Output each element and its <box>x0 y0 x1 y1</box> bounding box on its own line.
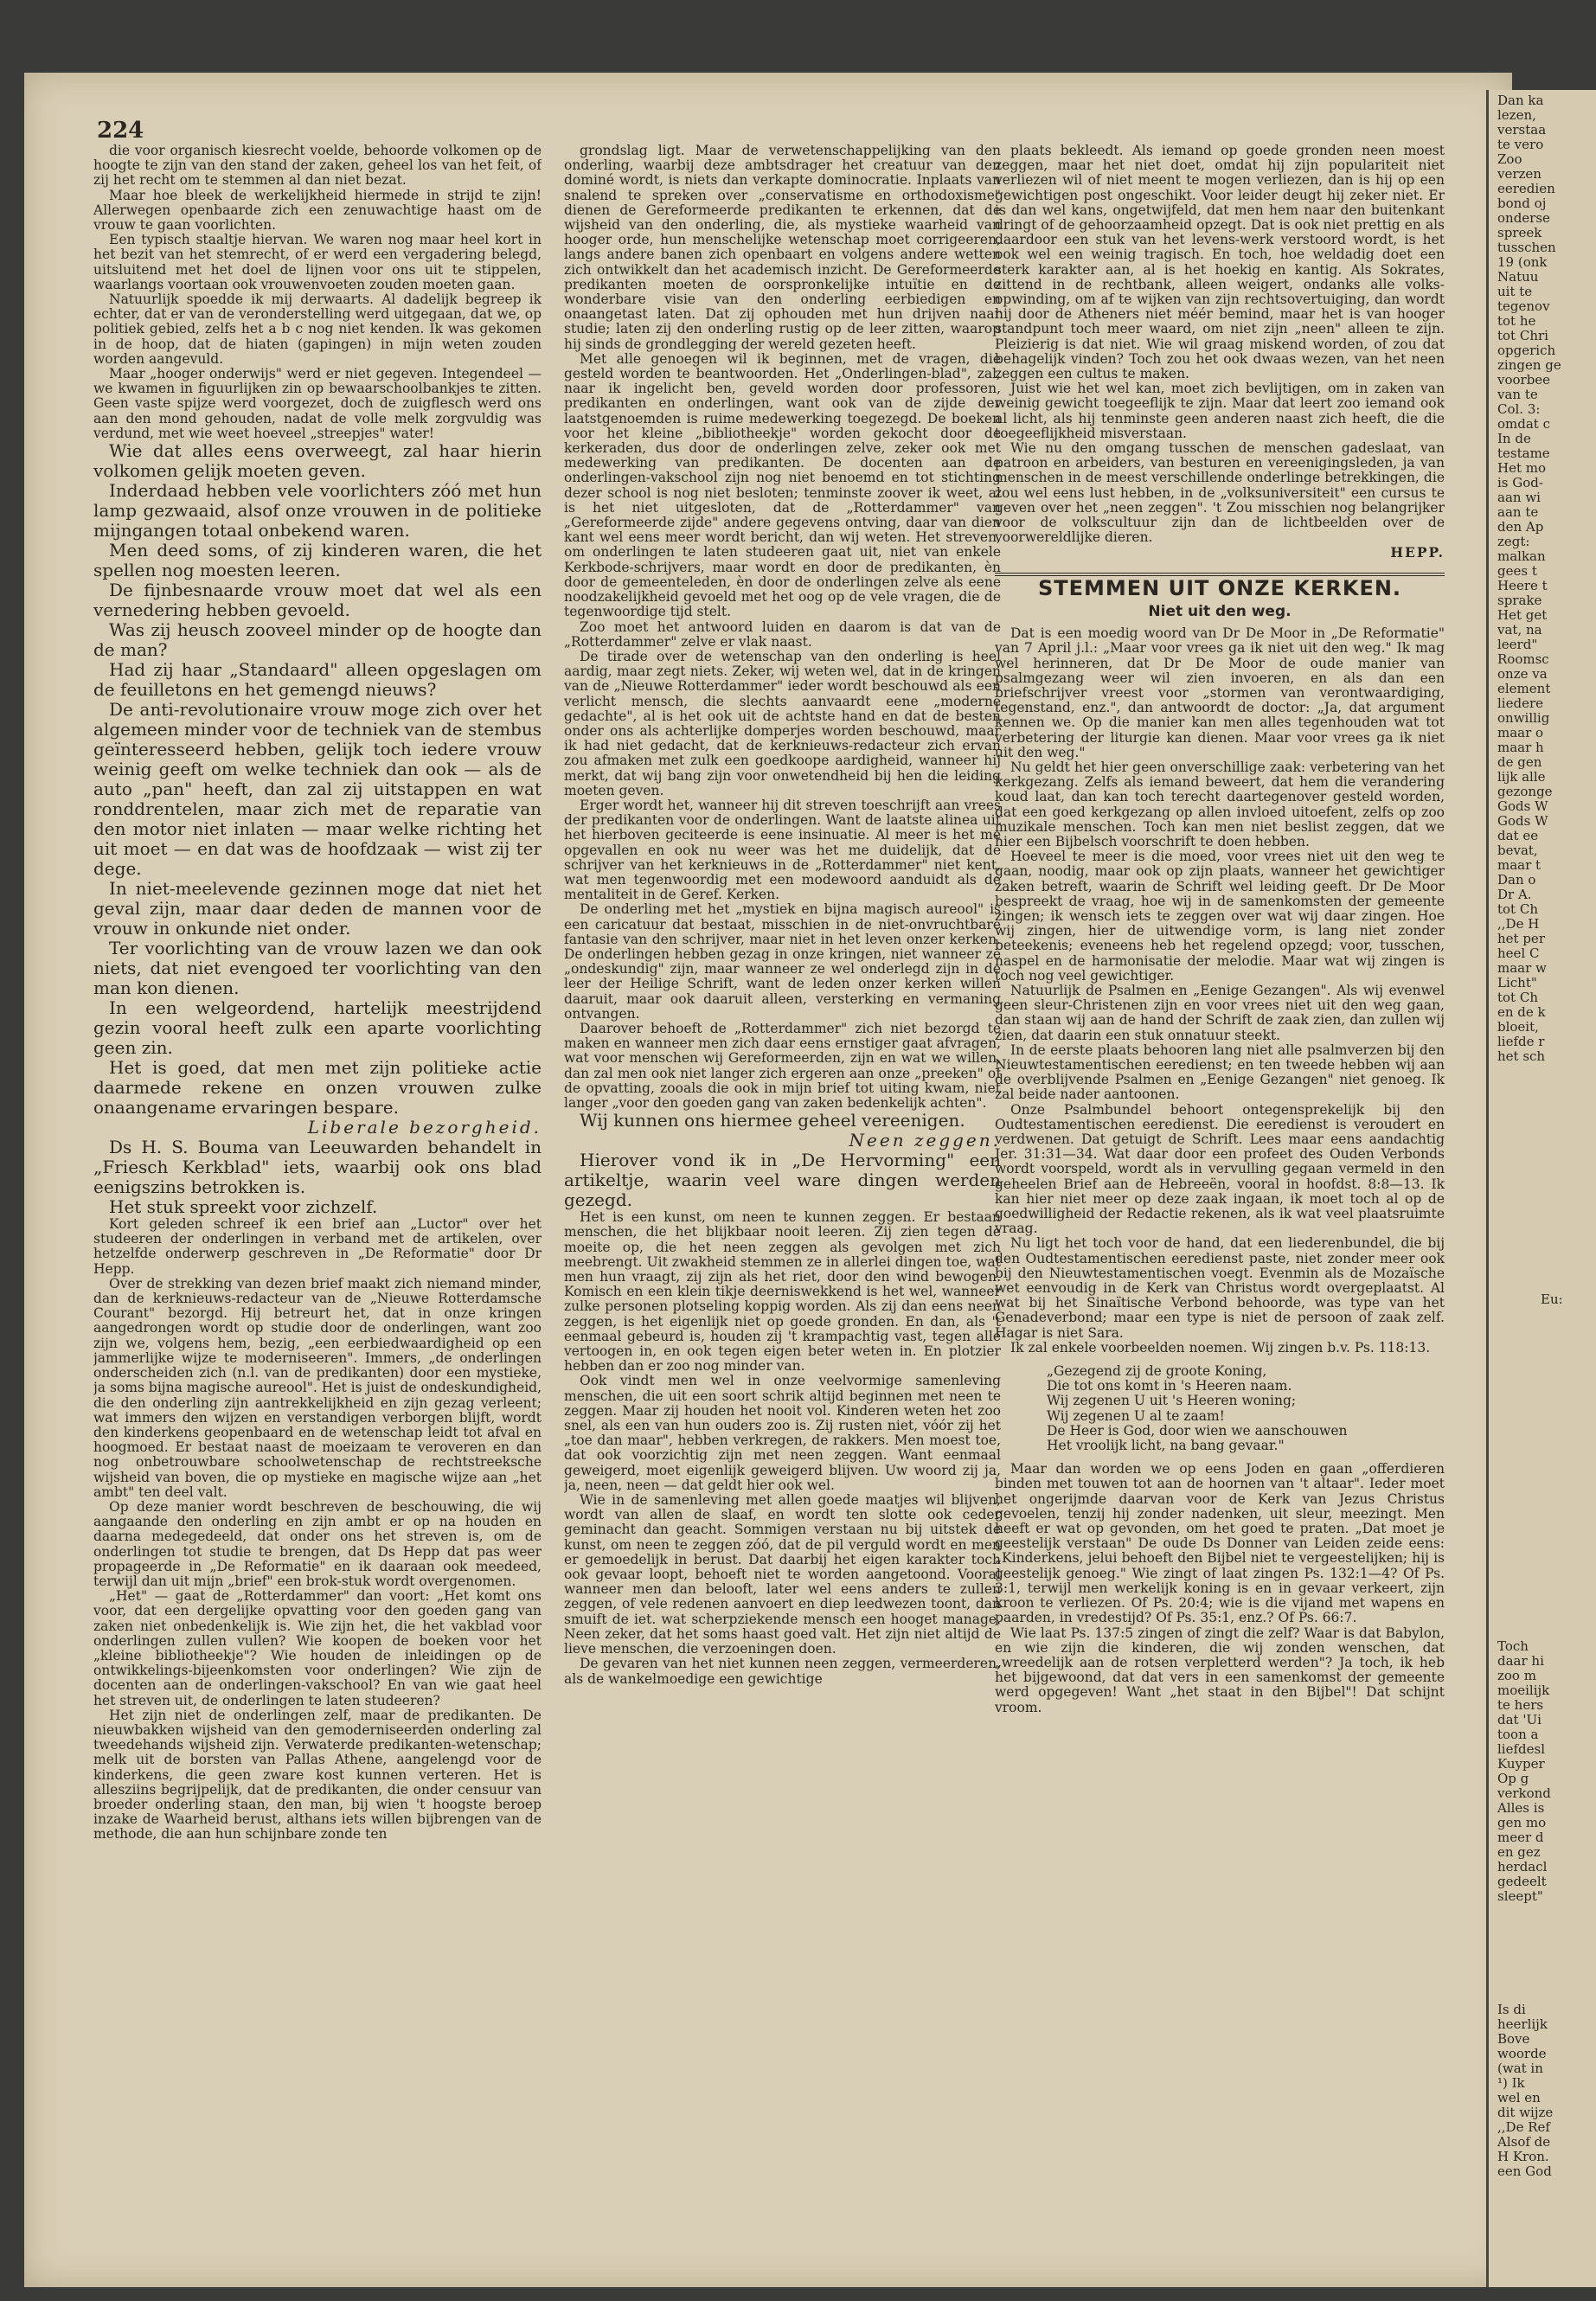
fragment-line: tusschen <box>1497 240 1556 255</box>
paragraph: Over de strekking van dezen brief maakt zich niemand minder, dan de kerknieuws-redacteur van de „Nieuwe Rotterdamsche Courant" bezorgd. Hij betreurt het, dat in onze kringen aangedrongen wordt op studie door de onderlingen, want zoo zijn we, volgens hem, bezig, „een eerbiedwaardigheid op een jammerlijke wijze te moderniseeren". Immers, „de onderlingen onderscheiden zich (n.l. van de predikanten) door een mystieke, ja soms bijna magische aureool". Het is juist de ondeskundigheid, die den onderling zijn aantrekkelijkheid en zijn gezag verleent; wat immers den wijzen en verstandigen verborgen blijft, wordt den kinderkens geopenbaard en de wetenschap leidt tot afval en hoogmoed. Er bestaat naast de moeizaam te veroveren en dan nog onbetrouwbare schoolwetenschap de rechtstreeksche wijsheid van boven, die op mystieke en magische wijze aan „het ambt" ten deel valt. <box>93 1275 542 1500</box>
paragraph: Daarover behoeft de „Rotterdammer" zich niet bezorgd te maken en wanneer men zich daar eens ernstiger gaat afvragen, wat voor menschen wij Gereformeerden, zijn en wat we willen, dan zal men ook niet langer zich ergeren aan onze „preeken" of de opvatting, zooals die ook in mijn brief tot uiting kwam, niet langer „voor den goeden gang van zaken bedenkelijk achten". <box>564 1020 1001 1111</box>
paragraph: Dat is een moedig woord van Dr De Moor in „De Reformatie" van 7 April j.l.: „Maar voor vrees ga ik niet uit den weg." Ik mag wel herinneren, dat Dr De Moor de oude manier van psalmgezang weer wil zien invoeren, en als dan een briefschrijver vreest voor „stormen van verontwaardiging, tegenstand, enz.", dan antwoordt de doctor: „Ja, dat argument kennen we. Op die manier kan men alles tegenhouden wat tot verbetering der liturgie kan dienen. Maar voor vrees ga ik niet uit den weg." <box>995 625 1445 760</box>
fragment-line: moeilijk <box>1497 1682 1550 1698</box>
fragment-line: aan wi <box>1497 490 1541 505</box>
fragment-line: is God- <box>1497 475 1543 490</box>
fragment-line: verstaa <box>1497 122 1547 138</box>
fragment-line: maar h <box>1497 740 1544 755</box>
fragment-line: zoo m <box>1497 1668 1536 1683</box>
fragment-line: Natuu <box>1497 269 1539 285</box>
fragment-line: liefdesl <box>1497 1741 1545 1757</box>
paragraph: Men deed soms, of zij kinderen waren, die het spellen nog moesten leeren. <box>93 540 542 581</box>
col2-paragraphs-2 <box>564 1210 1001 1687</box>
paragraph: „Het" — gaat de „Rotterdammer" dan voort: „Het komt ons voor, dat een dergelijke opvatting voor den goeden gang van zaken niet onbedenkelijk is. Wie zijn het, die het vakblad voor onderlingen zullen vullen? Wie koopen de boeken voor het „kleine bibliotheekje"? Wie houden de inleidingen op de ontwikkelings-bijeenkomsten voor onderlingen? Wie zijn de docenten aan de onderlingen-vakschool? En van wie gaat heel het streven uit, de onderlingen te laten studeeren? <box>93 1588 542 1708</box>
fragment-line: malkan <box>1497 548 1546 564</box>
poem-line: „Gezegend zij de groote Koning, <box>1047 1363 1267 1380</box>
fragment-line: te hers <box>1497 1697 1544 1713</box>
paragraph: Op deze manier wordt beschreven de beschouwing, die wij aangaande den onderling en zijn ambt er op na houden en daarna medegedeeld, dat onder ons het streven is, om de onderlingen tot studie te brengen, dat Ds Hepp dat pas weer propageerde in „De Reformatie" en ik daaraan ook meedeed, terwijl dan uit mijn „brief" een brok-stuk wordt overgenomen. <box>93 1498 542 1589</box>
paragraph: Wie laat Ps. 137:5 zingen of zingt die zelf? Waar is dat Babylon, en wie zijn die kinderen, die wij zonden wenschen, dat „wreedelijk aan de rotsen verpletterd werden"? Ja toch, ik heb het bijgewoond, dat dat vers in een samenkomst der gemeente werd opgegeven! Want „het staat in den Bijbel"! Dat schijnt vroom. <box>995 1625 1445 1715</box>
fragment-line: 19 (onk <box>1497 254 1548 270</box>
paragraph: Het is een kunst, om neen te kunnen zeggen. Er bestaan menschen, die het blijkbaar nooit leeren. Zij zien tegen de moeite op, die het neen zeggen als gevolgen met zich meebrengt. Uit zwakheid stemmen ze in allerlei dingen toe, wat men hun vraagt, zij zijn als het riet, door den wind bewogen. Komisch en een klein tikje deerniswekkend is het wel, wanneer zulke personen plotseling koppig worden. Als zij dan eens neen zeggen, is het eigenlijk niet op goede gronden. En dan, als 't eenmaal gebeurd is, houden zij 't krampachtig vast, tegen alle vertoogen in, en ook tegen eigen beter weten in. En plotzier hebben dan er zoo nog minder van. <box>564 1209 1001 1375</box>
fragment-line: zegt: <box>1497 534 1530 549</box>
paragraph: Natuurlijk spoedde ik mij derwaarts. Al dadelijk begreep ik echter, dat er van de veronderstelling werd uitgegaan, dat we, op politiek gebied, zelfs het a b c nog niet kenden. Ik was gekomen in de hoop, dat de hiaten (gapingen) in mijn weten zouden worden aangevuld. <box>93 292 542 367</box>
fragment-line: (wat in <box>1497 2061 1543 2076</box>
paragraph: Nu geldt het hier geen onverschillige zaak: verbetering van het kerkgezang. Zelfs als iemand beweert, dat hem die verandering koud laat, dan kan toch terecht daartegenover gesteld worden, dat een goed kerkgezang op allen invloed uitoefent, zelfs op zoo muzikale menschen. Toch kan men niet beslist zeggen, dat we hier een Bijbelsch voorschrift te doen hebben. <box>995 759 1445 849</box>
fragment-line: dat 'Ui <box>1497 1712 1542 1727</box>
poem-line: Wij zegenen U uit 's Heeren woning; <box>1047 1393 1297 1409</box>
fragment-line: lezen, <box>1497 107 1536 123</box>
fragment-line: dit wijze <box>1497 2105 1554 2120</box>
paragraph: die voor organisch kiesrecht voelde, behoorde volkomen op de hoogte te zijn van den stand der zaken, geheel los van het feit, of zij het recht om te stemmen al dan niet bezat. <box>93 144 542 189</box>
col1-quote <box>93 1217 542 1843</box>
paragraph: plaats bekleedt. Als iemand op goede gronden neen moest zeggen, maar het niet doet, omdat hij zijn populariteit niet verliezen wil of niet meent te mogen verliezen, dan is hij op een gewichtigen post ongeschikt. Voor leider deugt hij zeker niet. Er is dan wel kans, ongetwijfeld, dat men hem naar den buitenkant dringt of de gehoorzaamheid opzegt. Dat is ook niet prettig en als daardoor een stuk van het levens-werk verstoord wordt, is het ook wel een weinig tragisch. En toch, hoe weldadig doet een sterk karakter aan, al is het hoekig en kantig. Als Sokrates, zittend in de rechtbank, alleen weigert, ondanks alle volks-opwinding, om af te wijken van zijn rechtsovertuiging, dan wordt hij door de Atheners niet méér bemind, maar het is van hooger standpunt toch meer waard, om niet zijn „neen" alleen te zijn. Pleizierig is dat niet. Wie wil graag miskend worden, of zou dat behagelijk vinden? Toch zou het ook dwaas wezen, van het neen zeggen een cultus te maken. <box>995 144 1445 382</box>
fragment-line: element <box>1497 681 1551 696</box>
fragment-line: herdacl <box>1497 1859 1548 1875</box>
paragraph: Had zij haar „Standaard" alleen opgeslagen om de feuilletons en het gemengd nieuws? <box>93 659 542 701</box>
fragment-line: Col. 3: <box>1497 401 1541 417</box>
page-number: 224 <box>97 118 144 144</box>
paragraph: Het stuk spreekt voor zichzelf. <box>109 1196 378 1218</box>
paragraph: Ik zal enkele voorbeelden noemen. Wij zingen b.v. Ps. 118:13. <box>1010 1339 1431 1356</box>
fragment-line: uit te <box>1497 284 1533 299</box>
poem-line: De Heer is God, door wien we aanschouwen <box>1047 1422 1348 1439</box>
fragment-line: onze va <box>1497 666 1548 682</box>
poem-line: Het vroolijk licht, na bang gevaar." <box>1047 1438 1285 1454</box>
fragment-line: onderse <box>1497 210 1550 226</box>
fragment-line: Roomsc <box>1497 651 1549 667</box>
paragraph: Erger wordt het, wanneer hij dit streven toeschrijft aan vrees der predikanten voor de onderlingen. Want de laatste alinea uit het hierboven geciteerde is eene insinuatie. Al meer is het me opgevallen en ook nu weer was het me duidelijk, dat de schrijver van het kerknieuws in de „Rotterdammer" niet kent, wat men tegenwoordig met een modewoord aanduidt als de mentaliteit in de Geref. Kerken. <box>564 797 1001 903</box>
fragment-line: Licht" <box>1497 975 1537 990</box>
fragment-lines-3 <box>1489 1999 1596 2179</box>
fragment-line: bloeit, <box>1497 1019 1539 1035</box>
fragment-line: gees t <box>1497 563 1537 579</box>
paragraph: Zoo moet het antwoord luiden en daarom is dat van de „Rotterdammer" zelve er vlak naast. <box>564 619 1001 650</box>
fragment-line: heel C <box>1497 945 1540 961</box>
fragment-line: zingen ge <box>1497 357 1561 373</box>
fragment-line: meer d <box>1497 1830 1544 1845</box>
col1-section-signature: Liberale bezorgheid. <box>307 1117 542 1138</box>
fragment-line: woorde <box>1497 2046 1547 2061</box>
fragment-line: maar w <box>1497 960 1547 976</box>
fragment-line: toon a <box>1497 1727 1539 1742</box>
fragment-line: gezonge <box>1497 784 1553 799</box>
fragment-line: lijk alle <box>1497 769 1546 785</box>
paragraph: Het zijn niet de onderlingen zelf, maar de predikanten. De nieuwbakken wijsheid van den gemoderniseerden onderling zal tweedehands wijsheid zijn. Verwaterde predikanten-wetenschap; melk uit de borsten van Pallas Athene, aangelengd voor de kinderkens, die geen zware kost kunnen verteren. Het is allesziins begrijpelijk, dat de predikanten, die onder censuur van broeder onderling staan, den man, bij wien 't hoogste beroep inzake de Waarheid berust, althans iets willen bijbrengen van de methode, die aan hun schijnbare zonde ten <box>93 1707 542 1843</box>
paragraph: Wie nu den omgang tusschen de menschen gadeslaat, van patroon en arbeiders, van besturen en vereenigingsleden, ja van menschen in de meest verschillende onderlinge betrekkingen, die zou wel eens lust hebben, in de „volksuniversiteit" een cursus te geven over het „neen zeggen". 't Zou misschien nog belangrijker voor de volkscultuur zijn dan de lichtbeelden over de voorwereldlijke dieren. <box>995 440 1445 546</box>
fragment-line: Alles is <box>1497 1800 1545 1816</box>
paragraph: De tirade over de wetenschap van den onderling is heel aardig, maar zegt niets. Zeker, wij weten wel, dat in de kringen van de „Nieuwe Rotterdammer" ieder wordt beschouwd als een verlicht mensch, die slechts aanvaardt eene „moderne gedachte", al is het ook uit de achtste hand en dat de besten onder ons als achterlijke domperjes worden beschouwd, maar ik had niet gedacht, dat de kerknieuws-redacteur zich ervan zou afmaken met zulk een goedkoope aardigheid, wanneer hij merkt, dat wij bang zijn voor onwetendheid bij hen die leiding moeten geven. <box>564 648 1001 798</box>
paragraph: In niet-meelevende gezinnen moge dat niet het geval zijn, maar daar deden de mannen voor de vrouw in onkunde niet onder. <box>93 878 542 939</box>
paragraph: Met alle genoegen wil ik beginnen, met de vragen, die gesteld worden te beantwoorden. Het „Onderlingen-blad", zal, naar ik ingelicht ben, geveld worden door professoren, predikanten en onderlingen, want ook van de zijde der laatstgenoemden is ruime medewerking toegezegd. De boeken voor het kleine „bibliotheekje" worden gekocht door de kerkeraden, dus door de onderlingen zelve, zeker ook met medewerking van predikanten. De docenten aan de onderlingen-vakschool zijn nog niet benoemd en tot stichting dezer school is nog niet besloten; tenminste zoover ik weet, al is het niet uitgesloten, dat de „Rotterdammer" van „Gereformeerde zijde" andere gegevens ontving, daar van dien kant wel eens meer wordt bericht, dan wij weten. Het streven, om onderlingen te laten studeeren gaat uit, niet van enkele Kerkbode-schrijvers, maar wordt en door de predikanten, èn door de gemeenteleden, èn door de onderlingen zelve als eene noodzakelijkheid gevoeld met het oog op de vele vragen, die de tegenwoordige tijd stelt. <box>564 350 1001 620</box>
fragment-line: vat, na <box>1497 622 1542 638</box>
paragraph: In de eerste plaats behooren lang niet alle psalmverzen bij den Nieuwtestamentischen eeredienst; en ten tweede hebben wij aan de overblijvende Psalmen en „Eenige Gezangen" niet genoeg. Ik zal beide nader aantoonen. <box>995 1042 1445 1103</box>
fragment-line: verkond <box>1497 1785 1551 1801</box>
fragment-line: sleept" <box>1497 1888 1543 1904</box>
fragment-line: eeredien <box>1497 181 1555 196</box>
fragment-line: en gez <box>1497 1844 1541 1860</box>
col2-closing-line: Wij kunnen ons hiermee geheel vereenigen. <box>580 1110 965 1131</box>
fragment-line: testame <box>1497 445 1550 461</box>
fragment-line: heerlijk <box>1497 2016 1548 2032</box>
fragment-line: bond oj <box>1497 195 1547 211</box>
fragment-line: spreek <box>1497 225 1542 240</box>
fragment-line: wel en <box>1497 2090 1541 2106</box>
fragment-line: ,,De H <box>1497 916 1540 932</box>
fragment-line: dat ee <box>1497 828 1539 843</box>
fragment-line: een God <box>1497 2163 1552 2179</box>
paragraph: Nu ligt het toch voor de hand, dat een liederenbundel, die bij den Oudtestamentischen eeredienst paste, niet zonder meer ook bij den Nieuwtestamentischen voegt. Evenmin als de Mozaïsche wet eenvoudig in de Kerk van Christus wordt overgeplaatst. Al wat bij het Sinaïtische Verbond behoorde, was type van het Genadeverbond; maar een type is niet de persoon of zaak zelf. Hagar is niet Sara. <box>995 1235 1445 1341</box>
fragment-line: tegenov <box>1497 298 1550 314</box>
fragment-line: van te <box>1497 387 1538 402</box>
fragment-line: onwillig <box>1497 710 1550 726</box>
fragment-line: bevat, <box>1497 843 1538 858</box>
col3-paragraphs-2 <box>995 626 1445 1356</box>
fragment-line: H Kron. <box>1497 2149 1549 2164</box>
fragment-line: Zoo <box>1497 151 1522 167</box>
fragment-line: tot Ch <box>1497 901 1538 917</box>
paragraph: Een typisch staaltje hiervan. We waren nog maar heel kort in het bezit van het stemrecht, of er werd een vergadering belegd, uitsluitend met het doel de lijnen voor ons uit te stippelen, waarlangs voortaan ook vrouwenvoeten zouden moeten gaan. <box>93 232 542 292</box>
fragment-line: tot Ch <box>1497 990 1538 1005</box>
paragraph: Inderdaad hebben vele voorlichters zóó met hun lamp gezwaaid, alsof onze vrouwen in de politieke mijngangen totaal onbekend waren. <box>93 480 542 542</box>
paragraph: Juist wie het wel kan, moet zich bevlijtigen, om in zaken van weinig gewicht toegeeflijk te zijn. Maar dat leert zoo iemand ook al licht, als hij tenminste geen anderen naast zich heeft, die die toegeeflijkheid misverstaan. <box>995 381 1445 441</box>
paragraph: Was zij heusch zooveel minder op de hoogte dan de man? <box>93 619 542 661</box>
fragment-line: Alsof de <box>1497 2134 1551 2150</box>
paragraph: Hoeveel te meer is die moed, voor vrees niet uit den weg te gaan, noodig, maar ook op zijn plaats, wanneer het gewichtiger zaken betreft, waarin de Schrift wel leiding geeft. Dr De Moor bespreekt de vraag, hoe wij in de samenkomsten der gemeente zingen; ik wensch iets te zeggen over wat wij daar zingen. Hoe wij zingen, hier de uitwendige vorm, is lang niet zonder beteekenis; eveneens heb het regelend opzegd; voor, tusschen, naspel en de harmonisatie der melodie. Maar wat wij zingen is toch nog veel gewichtiger. <box>995 849 1445 984</box>
fragment-line: Gods W <box>1497 813 1548 829</box>
fragment-line: ,,De Ref <box>1497 2119 1550 2135</box>
fragment-line: gen mo <box>1497 1815 1547 1830</box>
col1-paragraphs <box>93 144 542 441</box>
paragraph: Onze Psalmbundel behoort ontegensprekelijk bij den Oudtestamentischen eeredienst. Die eeredienst is veroudert en verdwenen. Dat getuigt de Schrift. Lees maar eens aandachtig Jer. 31:31—34. Wat daar door een profeet des Ouden Verbonds wordt voorspeld, wordt als in vervulling gegaan vermeld in den geheelen Brief aan de Hebreeën, vooral in hoofdst. 8:8—13. Ik kan hier niet meer op deze zaak ingaan, ik moet toch al op de goedwilligheid der Redactie rekenen, als ik wat veel plaatsruimte vraag. <box>995 1101 1445 1237</box>
fragment-line: Is di <box>1497 2002 1526 2017</box>
column-2 <box>564 144 1001 2267</box>
fragment-line: gedeelt <box>1497 1874 1547 1889</box>
fragment-line: opgerich <box>1497 343 1556 358</box>
article-title: Niet uit den weg. <box>1148 602 1292 620</box>
col3-paragraphs-3 <box>995 1462 1445 1715</box>
fragment-line: aan te <box>1497 504 1539 520</box>
fragment-line: Kuyper <box>1497 1756 1545 1772</box>
fragment-line: liedere <box>1497 695 1543 711</box>
fragment-lines-1 <box>1489 90 1596 1064</box>
paragraph: Ds H. S. Bouma van Leeuwarden behandelt in „Friesch Kerkblad" iets, waarbij ook ons blad eenigszins betrokken is. <box>93 1137 542 1198</box>
paragraph: De fijnbesnaarde vrouw moet dat wel als een vernedering hebben gevoeld. <box>93 580 542 621</box>
fragment-line: te vero <box>1497 137 1544 152</box>
paragraph: Ook vindt men wel in onze veelvormige samenleving menschen, die uit een soort schrik altijd beginnen met neen te zeggen. Maar zij houden het nooit vol. Kinderen weten het zoo snel, als een van hun ouders zoo is. Zij rusten niet, vóór zij het „toe dan maar", hebben verkregen, de rakkers. Men moest toe, dat ook voorzichtig zijn met neen zeggen. Want eenmaal geweigerd, moet eigenlijk geweigerd blijven. Uw woord zij ja, ja, neen, neen — dat geldt hier ook wel. <box>564 1373 1001 1493</box>
fragment-line: den Ap <box>1497 519 1544 535</box>
paragraph: Maar hoe bleek de werkelijkheid hiermede in strijd te zijn! Allerwegen openbaarde zich een zenuwachtige haast om de vrouw te gaan voorlichten. <box>93 187 542 234</box>
section-title: STEMMEN UIT ONZE KERKEN. <box>1037 575 1402 600</box>
fragment-line: omdat c <box>1497 416 1550 432</box>
fragment-label: Eu: <box>1541 1292 1563 1307</box>
poem-line: Die tot ons komt in 's Heeren naam. <box>1047 1378 1292 1394</box>
col2-section-signature: Neen zeggen. <box>849 1130 1001 1151</box>
fragment-line: Gods W <box>1497 798 1548 814</box>
paragraph: De gevaren van het niet kunnen neen zeggen, vermeerderen, als de wankelmoedige een gewichtige <box>564 1656 1001 1687</box>
psalm-quote <box>1047 1364 1445 1453</box>
paragraph: De onderling met het „mystiek en bijna magisch aureool" is een caricatuur dat bestaat, misschien in de niet-onvruchtbare fantasie van den schrijver, maar niet in het leven onzer kerken. De onderlingen hebben gezag in onze kringen, niet wanneer ze „ondeskundig" zijn, maar wanneer ze wel onderlegd zijn in de leer der Heilige Schrift, want de leden onzer kerken willen daaruit, maar ook daaruit alleen, versterking en vermaning ontvangen. <box>564 901 1001 1022</box>
fragment-line: liefde r <box>1497 1034 1545 1049</box>
col3-paragraphs <box>995 144 1445 545</box>
paragraph: Het is goed, dat men met zijn politieke actie daarmede rekene en onzen vrouwen zulke onaangename ervaringen bespare. <box>93 1057 542 1118</box>
fragment-line: Dan ka <box>1497 93 1544 108</box>
col2-intro: Hierover vond ik in „De Hervorming" een artikeltje, waarin veel ware dingen werden gezegd. <box>564 1150 1001 1211</box>
paragraph: grondslag ligt. Maar de verwetenschappelijking van den onderling, waarbij deze ambtsdrager het creatuur van den dominé wordt, is niets dan verkapte dominocratie. Inplaats van snalend te spreken over „conservatisme en orthodoxisme" dienen de Gereformeerde predikanten te erkennen, dat de wijsheid van den onderling, die, als mystieke waarheid van hooger orde, hun menschelijke wetenschap moet corrigeeren, langs andere banen zich openbaart en volgens andere wetten zich ontwikkelt dan het academisch inzicht. De Gereformeerde predikanten moeten de oorspronkelijke intuïtie en de wonderbare visie van den onderling eerbiedigen en onaangetast laten. Dat zij ophouden met hun drijven naar studie; laten zij den onderling rustig op de leer zitten, waarop hij sinds de grondlegging der wereld gezeten heeft. <box>564 144 1001 352</box>
author-signature: HEPP. <box>1390 544 1445 561</box>
paragraph: Maar „hooger onderwijs" werd er niet gegeven. Integendeel — we kwamen in figuurlijken zin op bewaarschoolbankjes te zitten. Geen vaste spijze werd voorgezet, doch de zuigflesch werd ons aan den mond gehouden, nadat de volle melk zorgvuldig was verdund, met wie weet hoeveel „streepjes" water! <box>93 366 542 441</box>
paragraph: Ter voorlichting van de vrouw lazen we dan ook niets, dat niet evengoed ter voorlichting van den man kon dienen. <box>93 938 542 999</box>
fragment-line: en de k <box>1497 1004 1546 1020</box>
fragment-line: het sch <box>1497 1048 1546 1064</box>
col1-intro <box>93 1138 542 1217</box>
fragment-line: Heere t <box>1497 578 1548 593</box>
paragraph: Kort geleden schreef ik een brief aan „Luctor" over het studeeren der onderlingen in verband met de artikelen, over hetzelfde onderwerp geschreven in „De Reformatie" door Dr Hepp. <box>93 1216 542 1277</box>
fragment-line: Het mo <box>1497 460 1547 476</box>
column-3 <box>995 144 1445 2267</box>
fragment-line: verzen <box>1497 166 1542 182</box>
fragment-line: Dr A. <box>1497 887 1532 902</box>
col2-paragraphs <box>564 144 1001 1111</box>
fragment-line: Dan o <box>1497 872 1536 888</box>
paragraph: Wie in de samenleving met allen goede maatjes wil blijven, wordt van allen de slaaf, en wordt ten slotte ook ceder geminacht dan geacht. Sommigen verstaan nu bij uitstek de kunst, om neen te zeggen zóó, dat de pil verguld wordt en men er gemoedelijk in berust. Dat daarbij het eigen karakter toch ook gevaar loopt, behoeft niet te worden aangetoond. Vooral wanneer men dan belooft, later wel eens anders te zullen zeggen, of vele redenen aanvoert en diep leedwezen toont, dan smuift de iet. wat scherpziekende mensch een hooget manage. Neen zeker, dat het soms haast goed valt. Het zijn niet altijd de lieve menschen, die verzoeningen doen. <box>564 1492 1001 1657</box>
fragment-line: voorbee <box>1497 372 1551 388</box>
fragment-line: sprake <box>1497 593 1542 608</box>
fragment-line: leerd" <box>1497 637 1538 652</box>
fragment-line: Bove <box>1497 2031 1530 2047</box>
right-page-fragment <box>1486 90 1596 2287</box>
paragraph: Natuurlijk de Psalmen en „Eenige Gezangen". Als wij evenwel geen sleur-Christenen zijn en voor vrees niet uit den weg gaan, dan staan wij aan de hand der Schrift de zaak zien, dan zullen wij zien, dat daarin een stuk onnatuur steekt. <box>995 982 1445 1043</box>
col1-large-paragraphs <box>93 441 542 1118</box>
fragment-line: de gen <box>1497 754 1542 770</box>
column-1 <box>93 144 542 2267</box>
fragment-line: het per <box>1497 931 1545 946</box>
fragment-line: maar o <box>1497 725 1544 740</box>
paragraph: De anti-revolutionaire vrouw moge zich over het algemeen minder voor de techniek van de stembus geïnteresseerd hebben, gelijk toch iedere vrouw weinig geeft om welke techniek dan ook — als de auto „pan" heeft, dan zal zij uitstappen en wat ronddrentelen, maar zich met de reparatie van den motor niet inlaten — maar welke richting het uit moet — en dat was de hoofdzaak — wist zij ter dege. <box>93 699 542 880</box>
paragraph: Wie dat alles eens overweegt, zal haar hierin volkomen gelijk moeten geven. <box>93 440 542 482</box>
fragment-line: Toch <box>1497 1638 1529 1654</box>
fragment-line: In de <box>1497 431 1531 446</box>
fragment-line: Het get <box>1497 607 1548 623</box>
fragment-line: daar hi <box>1497 1653 1544 1669</box>
poem-line: Wij zegenen U al te zaam! <box>1047 1407 1225 1424</box>
paragraph: Maar dan worden we op eens Joden en gaan „offerdieren binden met touwen tot aan de hoornen van 't altaar". Ieder moet het ongerijmde daarvan voor de Kerk van Jezus Christus gevoelen, tenzij hij zonder nadenken, uit sleur, meezingt. Men heeft er wat op gevonden, om het goed te praten. „Dat moet je geestelijk verstaan" De oude Ds Donner van Leiden zeide eens: „Kinderkens, jelui behoeft den Bijbel niet te vergeestelijken; hij is geestelijk genoeg." Wie zingt of laat zingen Ps. 132:1—4? Of Ps. 3:1, terwijl men werkelijk koning is en in gevaar verkeert, zijn kroon te verliezen. Of Ps. 20:4; wie is die vijand met wapens en paarden, in vredestijd? Of Ps. 35:1, enz.? Of Ps. 66:7. <box>995 1461 1445 1626</box>
fragment-line: tot Chri <box>1497 328 1548 343</box>
paragraph: In een welgeordend, hartelijk meestrijdend gezin vooral heeft zulk een aparte voorlichting geen zin. <box>93 997 542 1059</box>
fragment-line: maar t <box>1497 857 1542 873</box>
fragment-line: ¹) Ik <box>1497 2075 1525 2091</box>
fragment-line: tot he <box>1497 313 1536 329</box>
fragment-line: Op g <box>1497 1771 1529 1786</box>
fragment-lines-2 <box>1489 1636 1596 1904</box>
